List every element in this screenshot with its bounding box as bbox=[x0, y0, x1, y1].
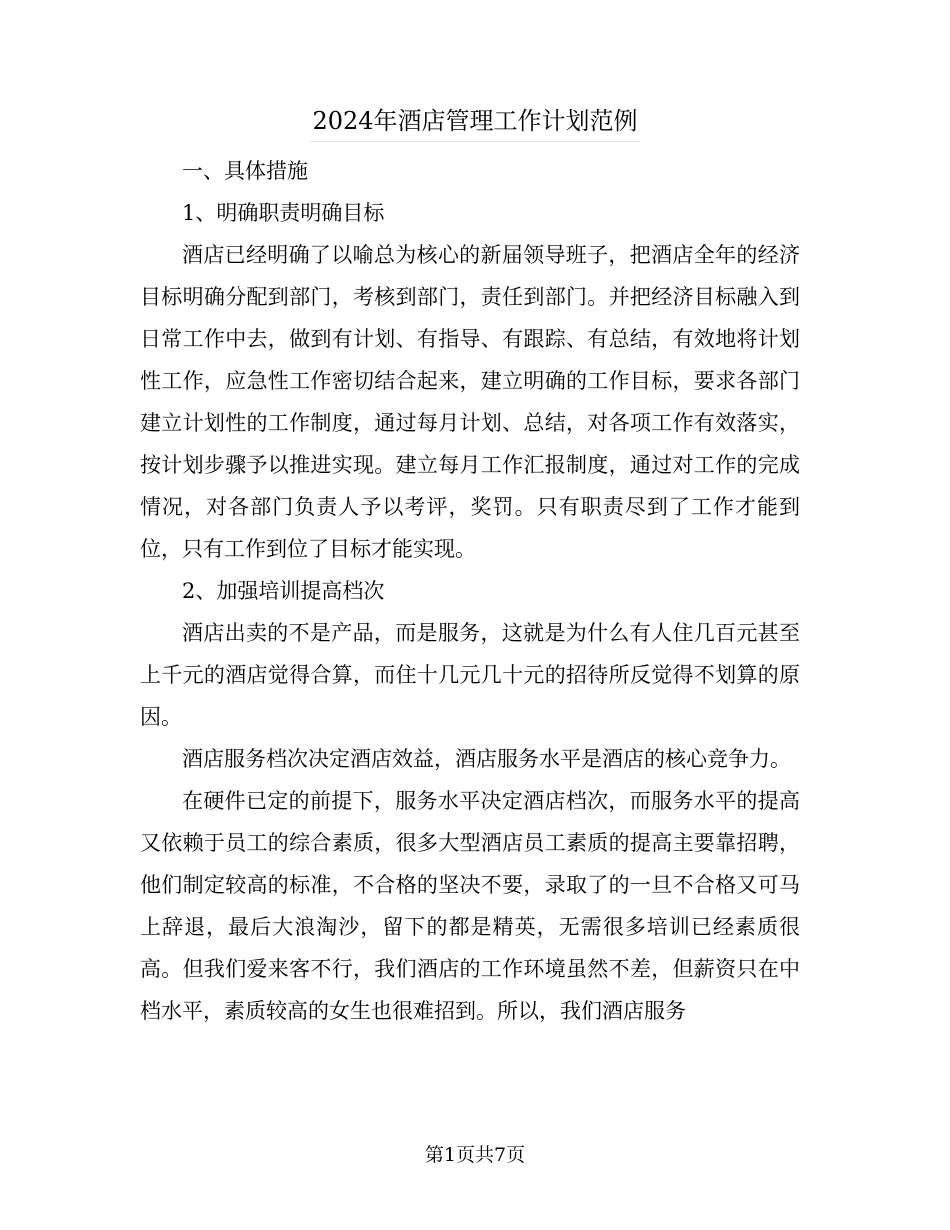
document-title: 2024年酒店管理工作计划范例 bbox=[310, 104, 639, 142]
item1-paragraph: 酒店已经明确了以喻总为核心的新届领导班子，把酒店全年的经济目标明确分配到部门，考核到部门，责任到部门。并把经济目标融入到日常工作中去，做到有计划、有指导、有跟踪、有总结，有效地将计划性工作，应急性工作密切结合起来，建立明确的工作目标，要求各部门建立计划性的工作制度，通过每月计划、总结，对各项工作有效落实，按计划步骤予以推进实现。建立每月工作汇报制度，通过对工作的完成情况，对各部门负责人予以考评，奖罚。只有职责尽到了工作才能到位，只有工作到位了目标才能实现。 bbox=[140, 243, 800, 561]
item2-paragraph-2: 酒店服务档次决定酒店效益，酒店服务水平是酒店的核心竞争力。 bbox=[182, 747, 791, 771]
item2-paragraph-1: 酒店出卖的不是产品，而是服务，这就是为什么有人住几百元甚至上千元的酒店觉得合算，而住十几元几十元的招待所反觉得不划算的原因。 bbox=[140, 621, 800, 729]
item2-heading: 2、加强培训提高档次 bbox=[182, 579, 385, 603]
page-number: 第1页共7页 bbox=[424, 1144, 526, 1166]
title-container bbox=[0, 104, 950, 142]
item1-heading: 1、明确职责明确目标 bbox=[182, 201, 385, 225]
item2-paragraph-3: 在硬件已定的前提下，服务水平决定酒店档次，而服务水平的提高又依赖于员工的综合素质，很多大型酒店员工素质的提高主要靠招聘，他们制定较高的标准，不合格的坚决不要，录取了的一旦不合格又可马上辞退，最后大浪淘沙，留下的都是精英，无需很多培训已经素质很高。但我们爱来客不行，我们酒店的工作环境虽然不差，但薪资只在中档水平，素质较高的女生也很难招到。所以，我们酒店服务 bbox=[140, 789, 800, 1023]
page-footer bbox=[0, 1140, 950, 1170]
section-heading: 一、具体措施 bbox=[182, 159, 308, 183]
document-body bbox=[140, 150, 800, 1032]
